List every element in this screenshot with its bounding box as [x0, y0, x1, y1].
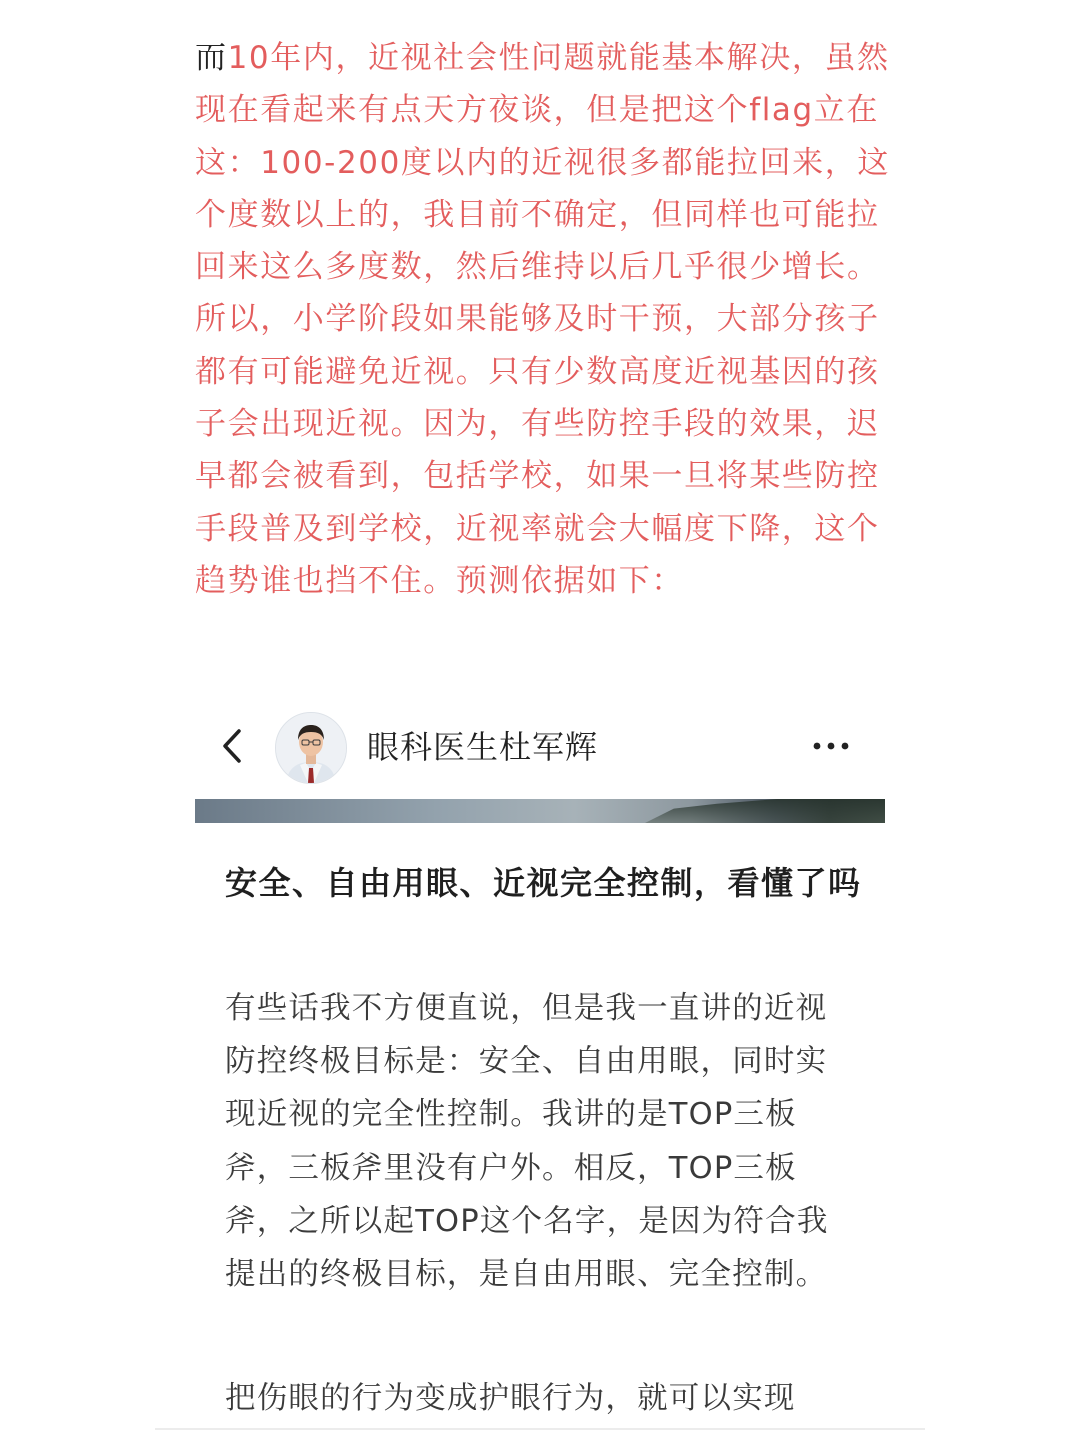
article-cover-image: [195, 799, 885, 823]
article-body-paragraph: 有些话我不方便直说，但是我一直讲的近视防控终极目标是：安全、自由用眼，同时实现近视的完全性控制。我讲的是TOP三板斧，三板斧里没有户外。相反，TOP三板斧，之所以起TOP这个名字，是因为符合我提出的终极目标，是自由用眼、完全控制。: [225, 991, 829, 1293]
author-name[interactable]: 眼科医生杜军辉: [367, 728, 599, 766]
annotation-paragraph: [195, 32, 890, 607]
chevron-left-icon: [217, 726, 247, 766]
embedded-article-screenshot: [195, 700, 885, 1440]
article-title: 安全、自由用眼、近视完全控制，看懂了吗: [225, 864, 862, 902]
author-avatar[interactable]: [275, 712, 347, 784]
article-nav-bar: [195, 700, 885, 795]
annotation-lead-char: 而: [195, 40, 228, 76]
article-body-paragraph-2: 把伤眼的行为变成护眼行为，就可以实现: [225, 1381, 796, 1416]
annotation-text: 10年内，近视社会性问题就能基本解决，虽然现在看起来有点天方夜谈，但是把这个flag立在这：100-200度以内的近视很多都能拉回来，这个度数以上的，我目前不确定，但同样也可能拉回来这么多度数，然后维持以后几乎很少增长。所以，小学阶段如果能够及时干预，大部分孩子都有可能避免近视。只有少数高度近视基因的孩子会出现近视。因为，有些防控手段的效果，迟早都会被看到，包括学校，如果一旦将某些防控手段普及到学校，近视率就会大幅度下降，这个趋势谁也挡不住。预测依据如下：: [195, 40, 890, 599]
avatar-portrait-icon: [276, 713, 346, 783]
back-button[interactable]: [217, 726, 247, 766]
more-button[interactable]: [807, 730, 857, 762]
cover-rock-shape: [645, 799, 885, 823]
more-horizontal-icon: [807, 730, 857, 762]
bottom-divider: [155, 1428, 925, 1430]
